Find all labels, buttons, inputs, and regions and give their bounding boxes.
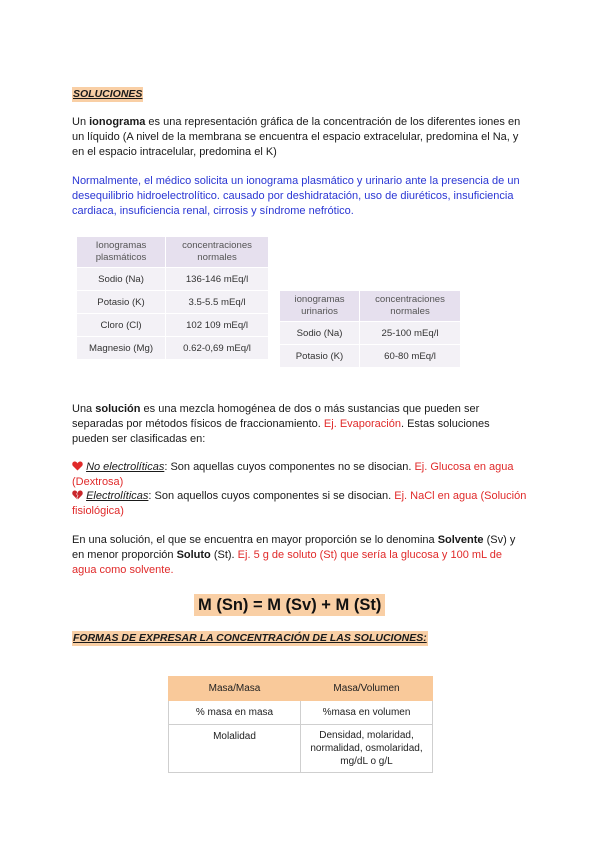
intro-bold-term: ionograma [89, 116, 146, 128]
plasma-ionogram-table [76, 236, 269, 360]
non-electrolytes-text: : Son aquellas cuyos componentes no se disocian. [164, 461, 415, 473]
intro-prefix: Un [72, 116, 90, 128]
solution-bold-term: solución [95, 403, 141, 415]
concentration-header-2: Masa/Volumen [301, 677, 433, 701]
non-electrolytes-example: Ej. Glucosa en agua (Dextrosa) [72, 461, 514, 488]
table-row [169, 725, 433, 773]
table-row [77, 314, 269, 337]
table-cell: Sodio (Na) [280, 322, 360, 345]
blue-paragraph: Normalmente, el médico solicita un ionograma plasmático y urinario ante la presencia de un desequilibrio hidroelectrolítico. causado por deshidratación, uso de diuréticos, insuficiencia cardiaca, insuficiencia renal, cirrosis y síndrome nefrótico. [72, 175, 520, 217]
urine-header-2: concentraciones normales [360, 291, 461, 322]
plasma-header-1: Ionogramas plasmáticos [77, 237, 166, 268]
table-cell: 3.5-5.5 mEq/l [166, 291, 269, 314]
table-cell: 60-80 mEq/l [360, 345, 461, 368]
electrolytes-label: Electrolíticas [86, 490, 149, 502]
table-cell: %masa en volumen [301, 701, 433, 725]
solution-mid: es una mezcla homogénea de dos o más sustancias que pueden ser separadas por métodos físicos de fraccionamiento. [72, 403, 480, 430]
broken-heart-icon [72, 490, 83, 500]
concentration-header-1: Masa/Masa [169, 677, 301, 701]
section-title: SOLUCIONES [73, 88, 143, 100]
table-cell: Cloro (Cl) [77, 314, 166, 337]
solution-suffix: . Estas soluciones pueden ser clasificadas en: [72, 418, 490, 445]
table-cell: Potasio (K) [280, 345, 360, 368]
electrolytes-text: : Son aquellos cuyos componentes si se disocian. [148, 490, 395, 502]
table-row [77, 268, 269, 291]
solvent-paragraph [72, 533, 528, 578]
table-row [169, 701, 433, 725]
table-cell: 136-146 mEq/l [166, 268, 269, 291]
mass-formula: M (Sn) = M (Sv) + M (St) [194, 594, 385, 616]
table-cell: 102 109 mEq/l [166, 314, 269, 337]
solvent-example: Ej. 5 g de soluto (St) que sería la glucosa y 100 mL de agua como solvente. [72, 549, 503, 576]
table-cell: Densidad, molaridad, normalidad, osmolaridad, mg/dL o g/L [301, 725, 433, 773]
solvent-text-2: (Sv) y en menor proporción [72, 534, 516, 561]
table-cell: % masa en masa [169, 701, 301, 725]
table-cell: Potasio (K) [77, 291, 166, 314]
concentration-table [168, 676, 433, 773]
non-electrolytes-item [72, 460, 528, 490]
table-row [77, 337, 269, 360]
plasma-header-2: concentraciones normales [166, 237, 269, 268]
solute-bold-term: Soluto [176, 549, 211, 561]
table-row [77, 291, 269, 314]
intro-paragraph [72, 115, 528, 160]
solution-paragraph [72, 402, 528, 447]
electrolytes-example: Ej. NaCl en agua (Solución fisiológica) [72, 490, 527, 517]
table-row [280, 345, 461, 368]
solvent-text-1: En una solución, el que se encuentra en mayor proporción se lo denomina [72, 534, 438, 546]
solvent-text-3: (St). [210, 549, 238, 561]
solution-prefix: Una [72, 403, 96, 415]
section-subtitle: FORMAS DE EXPRESAR LA CONCENTRACIÓN DE LAS SOLUCIONES: [73, 632, 427, 644]
non-electrolytes-label: No electrolíticas [86, 461, 165, 473]
urine-ionogram-table [279, 290, 461, 368]
solvent-bold-term: Solvente [437, 534, 484, 546]
table-cell: 25-100 mEq/l [360, 322, 461, 345]
red-heart-icon [72, 461, 83, 471]
table-row [280, 322, 461, 345]
table-cell: Molalidad [169, 725, 301, 773]
table-cell: Sodio (Na) [77, 268, 166, 291]
urine-header-1: ionogramas urinarios [280, 291, 360, 322]
table-cell: 0.62-0,69 mEq/l [166, 337, 269, 360]
solution-example: Ej. Evaporación [323, 418, 401, 430]
electrolytes-item [72, 489, 528, 519]
intro-rest: es una representación gráfica de la concentración de los diferentes iones en un líquido (A nivel de la membrana se encuentra el espacio extracelular, predomina el Na, y en el espacio intracelular, predomina el K) [72, 116, 521, 158]
table-cell: Magnesio (Mg) [77, 337, 166, 360]
